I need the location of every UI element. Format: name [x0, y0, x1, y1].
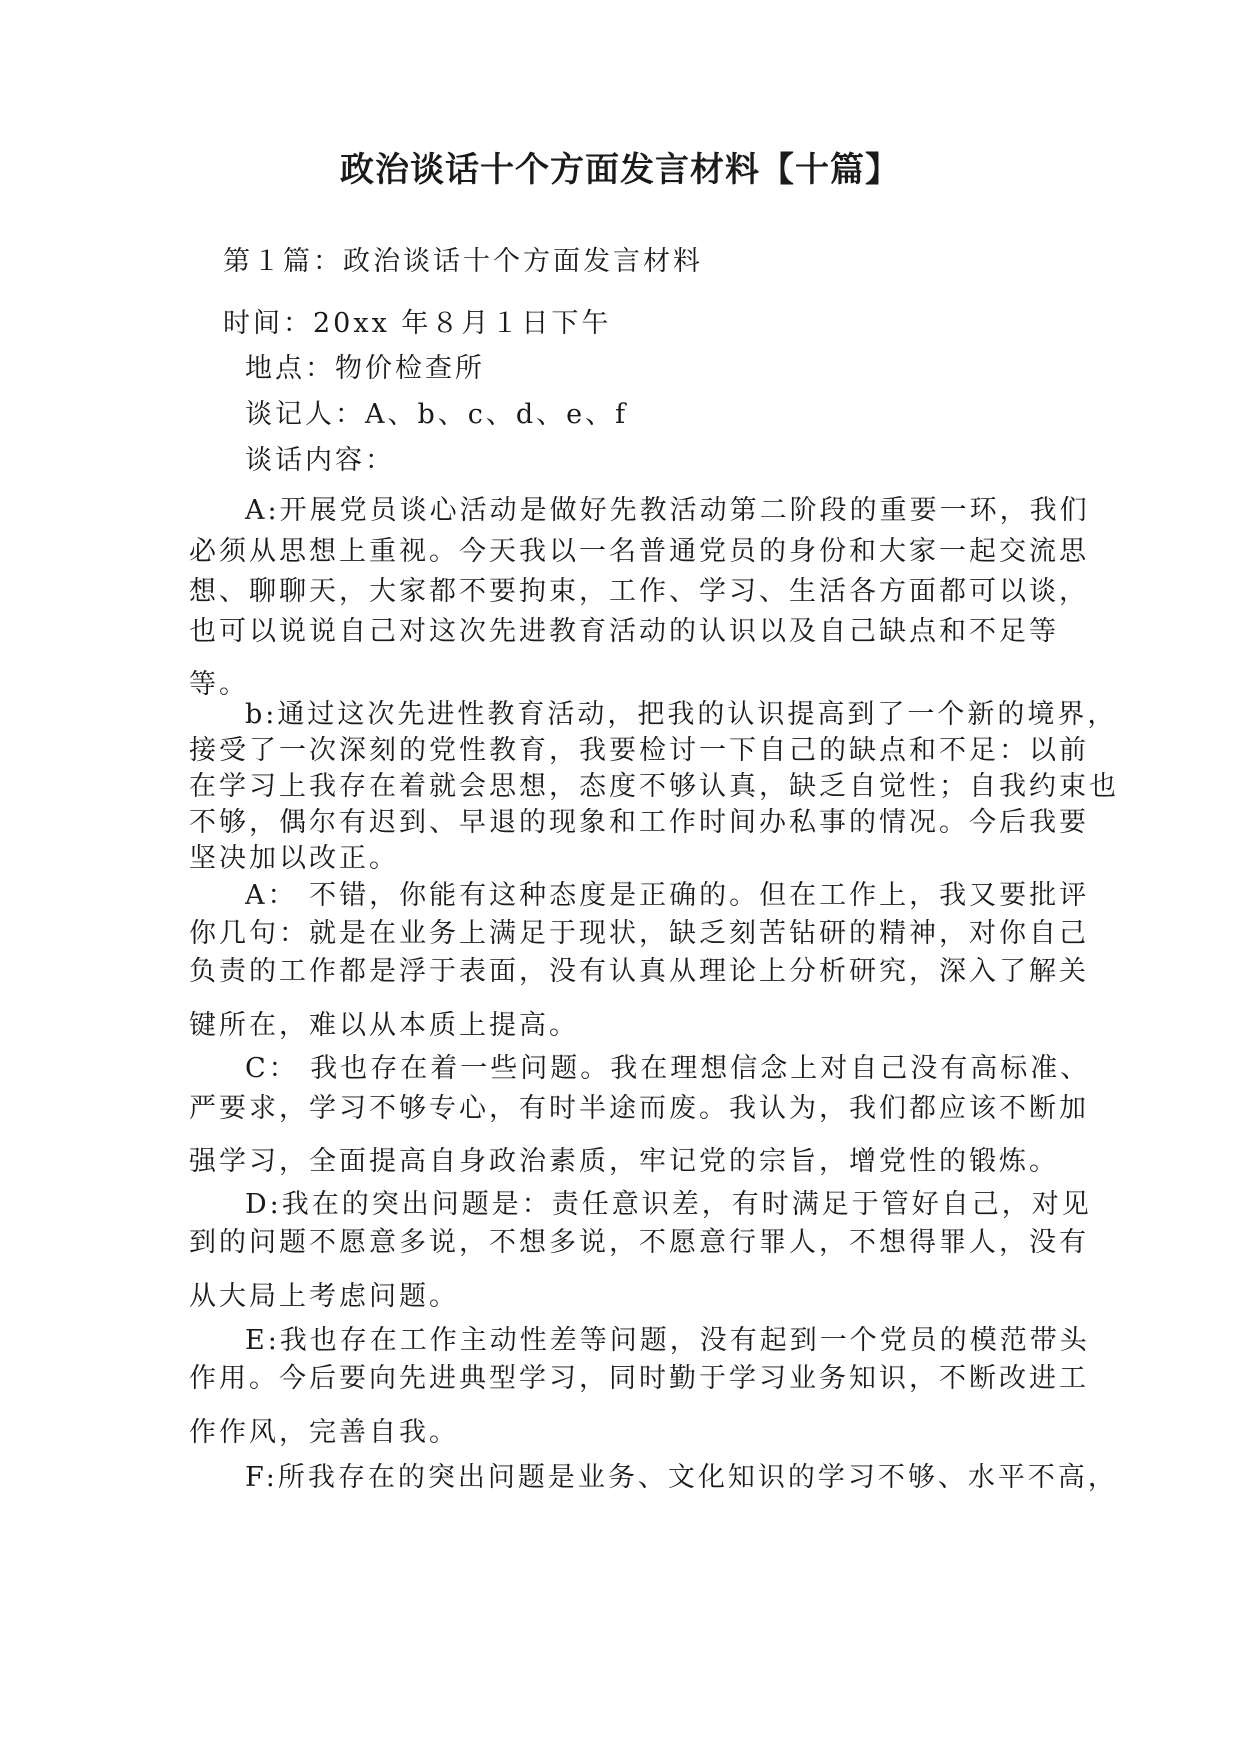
meta-content-label: 谈话内容： [245, 445, 395, 476]
paragraph-speaker-b: b:通过这次先进性教育活动，把我的认识提高到了一个新的境界， 接受了一次深刻的党性教育，我要检讨一下自己的缺点和不足：以前 在学习上我存在着就会思想，态度不够认真，缺乏自觉性；自我约束也 不够，偶尔有迟到、早退的现象和工作时间办私事的情况。今后我要 坚决加以改正。 [189, 699, 1119, 874]
paragraph-speaker-d: D:我在的突出问题是：责任意识差，有时满足于管好自己，对见 到的问题不愿意多说，不想多说，不愿意行罪人，不想得罪人，没有 从大局上考虑问题。 [189, 1189, 1092, 1312]
meta-recorder: 谈记人：A、b、c、d、e、f [245, 399, 629, 430]
paragraph-speaker-c: C： 我也存在着一些问题。我在理想信念上对自己没有高标准、 严要求，学习不够专心，有时半途而废。我认为，我们都应该不断加 强学习，全面提高自身政治素质，牢记党的宗旨，增党性的锻炼。 [189, 1053, 1091, 1177]
paragraph-speaker-a: A:开展党员谈心活动是做好先教活动第二阶段的重要一环，我们 必须从思想上重视。今天我以一名普通党员的身份和大家一起交流思 想、聊聊天，大家都不要拘束，工作、学习、生活各方面都可以谈， 也可以说说自己对这次先进教育活动的认识以及自己缺点和不足等 等。 [189, 495, 1090, 700]
paragraph-speaker-a-reply: A： 不错，你能有这种态度是正确的。但在工作上，我又要批评 你几句：就是在业务上满足于现状，缺乏刻苦钻研的精神，对你自己 负责的工作都是浮于表面，没有认真从理论上分析研究，深入了解关 键所在，难以从本质上提高。 [189, 880, 1090, 1041]
meta-place: 地点：物价检查所 [245, 353, 485, 384]
paragraph-speaker-e: E:我也存在工作主动性差等问题，没有起到一个党员的模范带头 作用。今后要向先进典型学习，同时勤于学习业务知识，不断改进工 作作风，完善自我。 [189, 1325, 1090, 1448]
document-title: 政治谈话十个方面发言材料【十篇】 [340, 150, 900, 190]
meta-time: 时间：20xx 年８月１日下午 [223, 308, 612, 339]
section-heading: 第１篇：政治谈话十个方面发言材料 [223, 246, 703, 277]
paragraph-speaker-f: F:所我存在的突出问题是业务、文化知识的学习不够、水平不高， [245, 1462, 1118, 1493]
